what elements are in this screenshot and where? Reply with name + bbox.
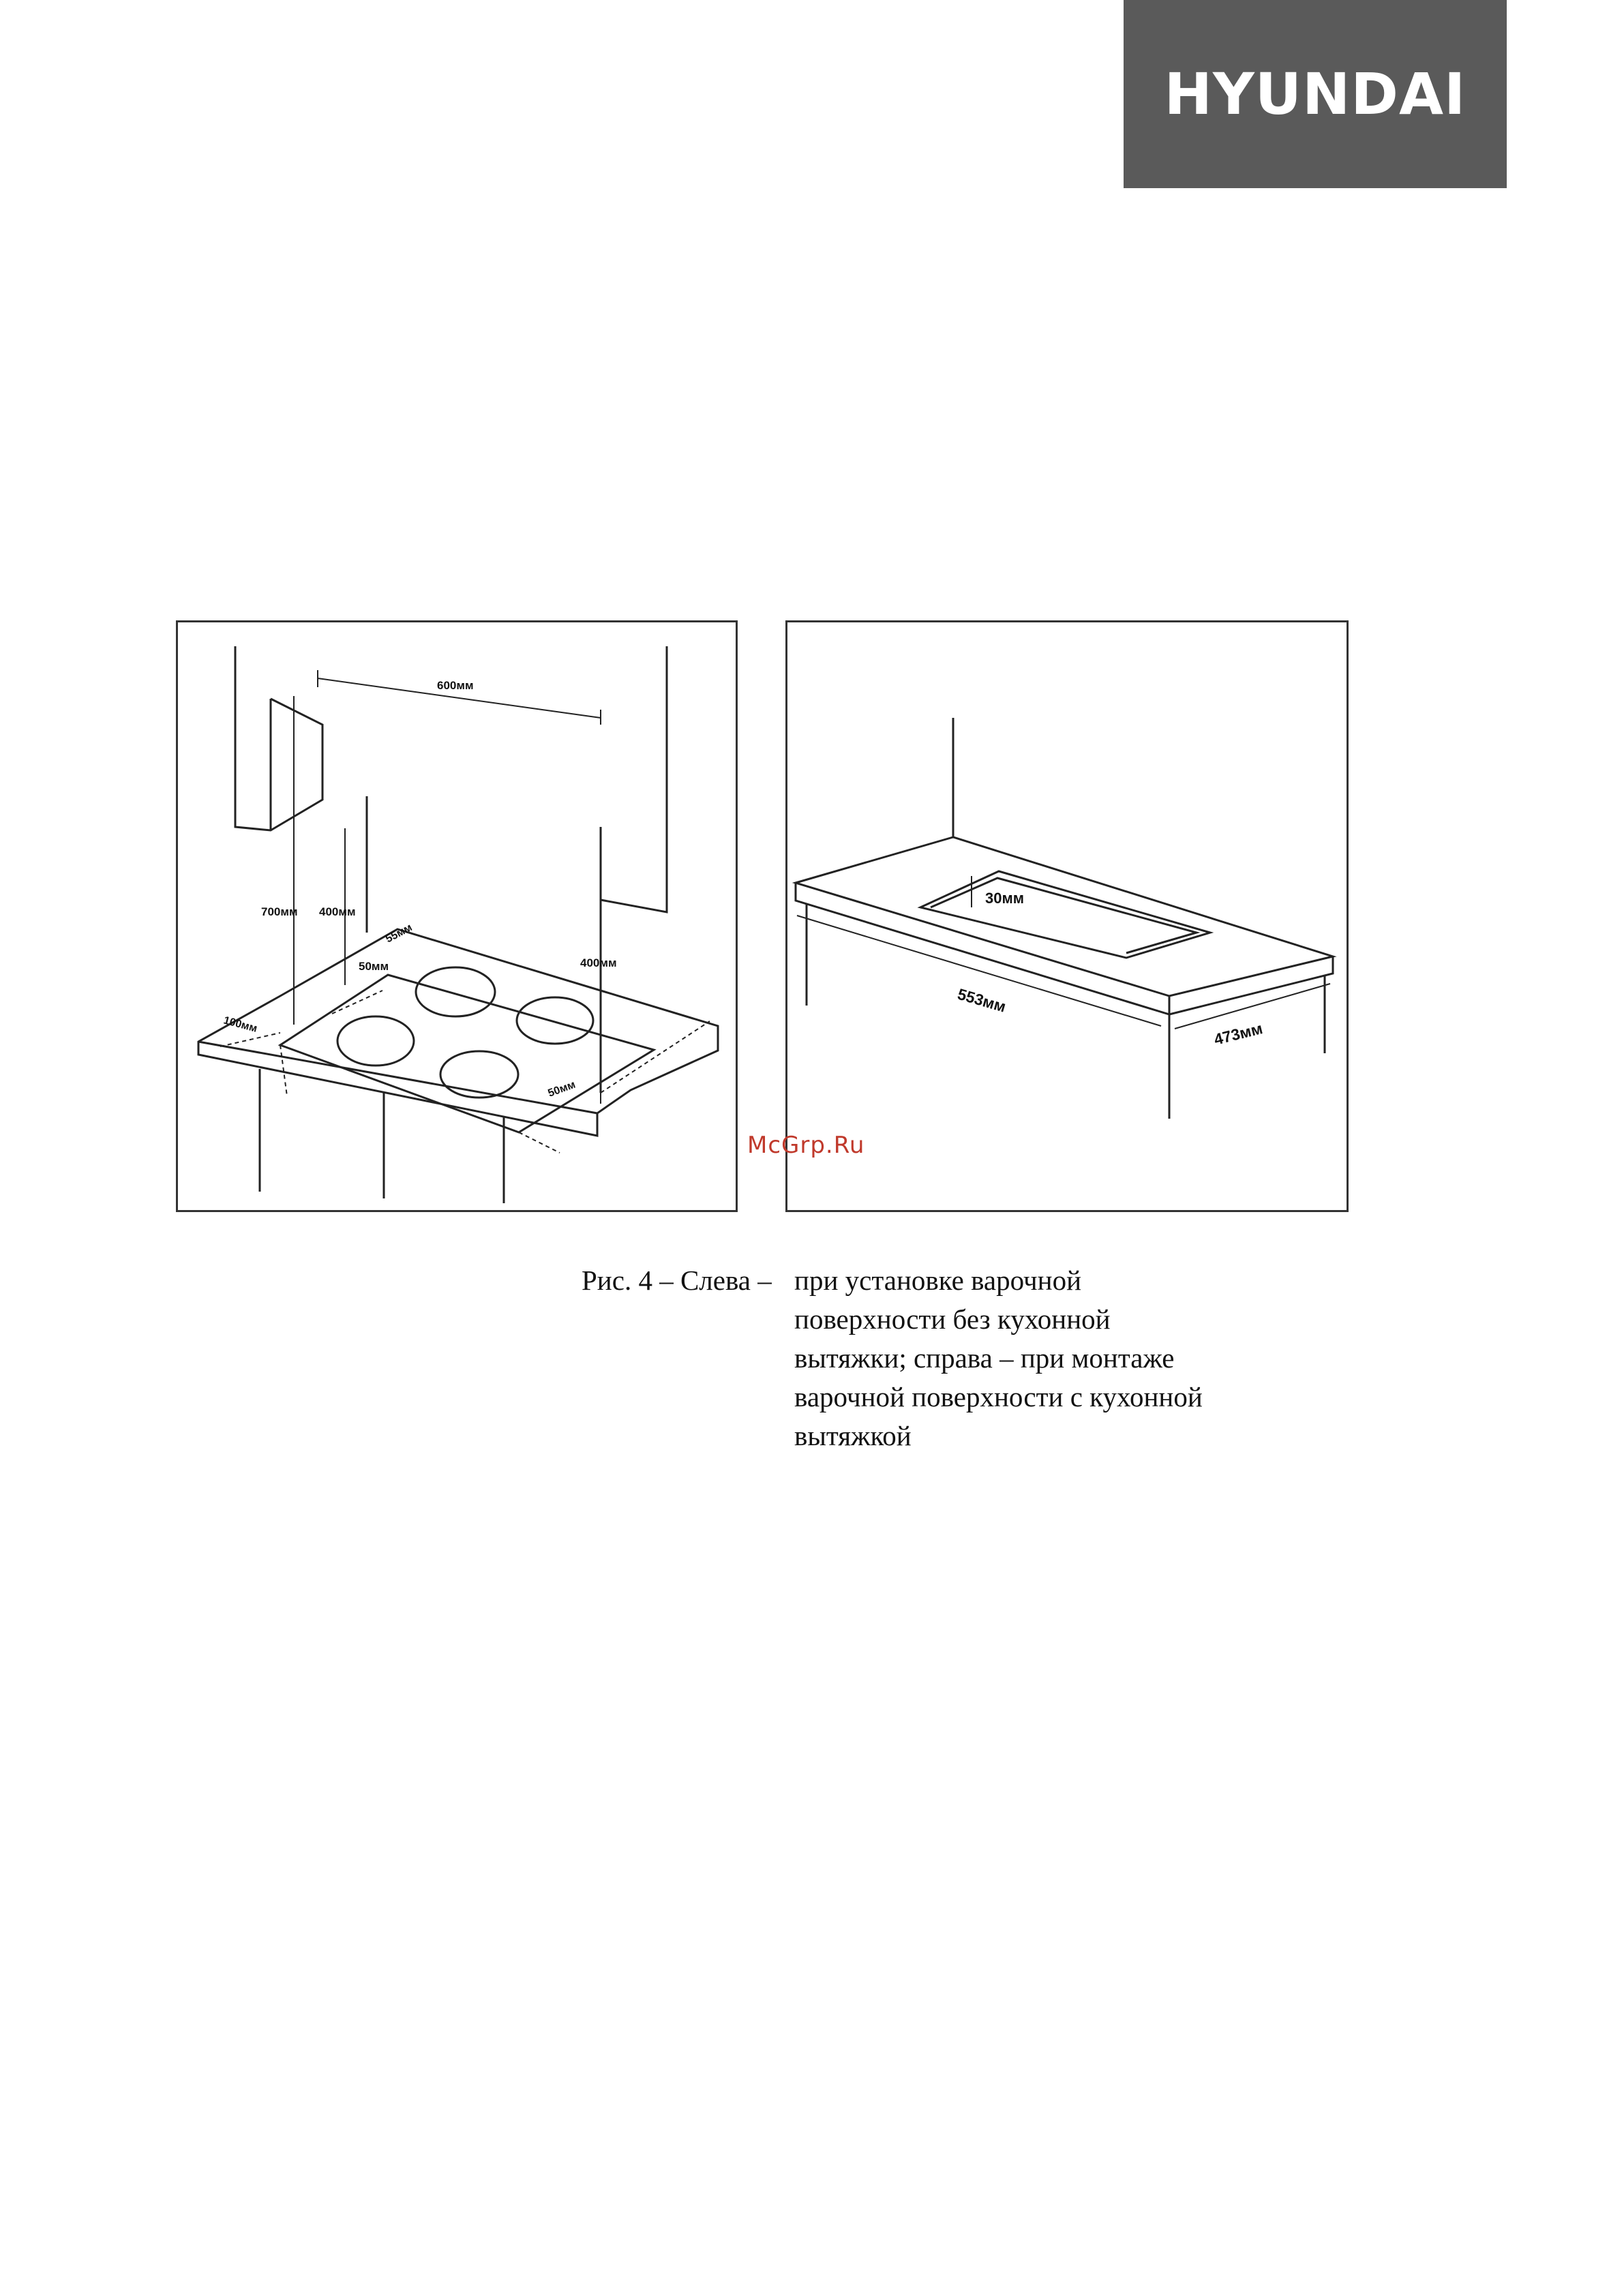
dim-50-back: 50мм [359,960,389,973]
hob-cutout [920,871,1210,958]
dim-473: 473мм [1212,1019,1265,1048]
caption-line: при установке варочной [794,1265,1082,1296]
burner [440,1051,518,1098]
burner [416,967,495,1016]
caption-line: вытяжки; справа – при монтаже [794,1342,1175,1374]
dim-55: 55мм [383,922,415,946]
dim-400-right: 400мм [580,956,617,969]
dim-30: 30мм [985,890,1025,907]
figure-left-drawing [178,622,736,1210]
caption-text [794,1261,1285,1455]
burner [517,997,593,1044]
dim-50-side: 50мм [546,1078,577,1100]
burner [337,1016,414,1066]
caption-line: поверхности без кухонной [794,1303,1111,1335]
dim-700: 700мм [261,905,298,918]
caption-label: Рис. 4 – Слева – [582,1265,772,1296]
dim-400-left: 400мм [319,905,356,918]
caption-line: вытяжкой [794,1420,912,1451]
watermark: McGrp.Ru [747,1132,865,1159]
upper-cabinet-right [601,646,667,912]
countertop [198,929,718,1136]
countertop [796,837,1333,996]
caption-line: варочной поверхности с кухонной [794,1381,1203,1413]
upper-cabinet-left [235,646,322,830]
figure-right-drawing [787,622,1347,1210]
brand-logo [1124,0,1507,188]
figure-left-installation-without-hood [176,620,738,1212]
figure-right-installation-with-hood [785,620,1349,1212]
dim-100: 100мм [222,1014,259,1035]
dim-600: 600мм [437,679,474,692]
dim-553: 553мм [955,984,1008,1016]
brand-logo-text: HYUNDAI [1164,61,1467,127]
